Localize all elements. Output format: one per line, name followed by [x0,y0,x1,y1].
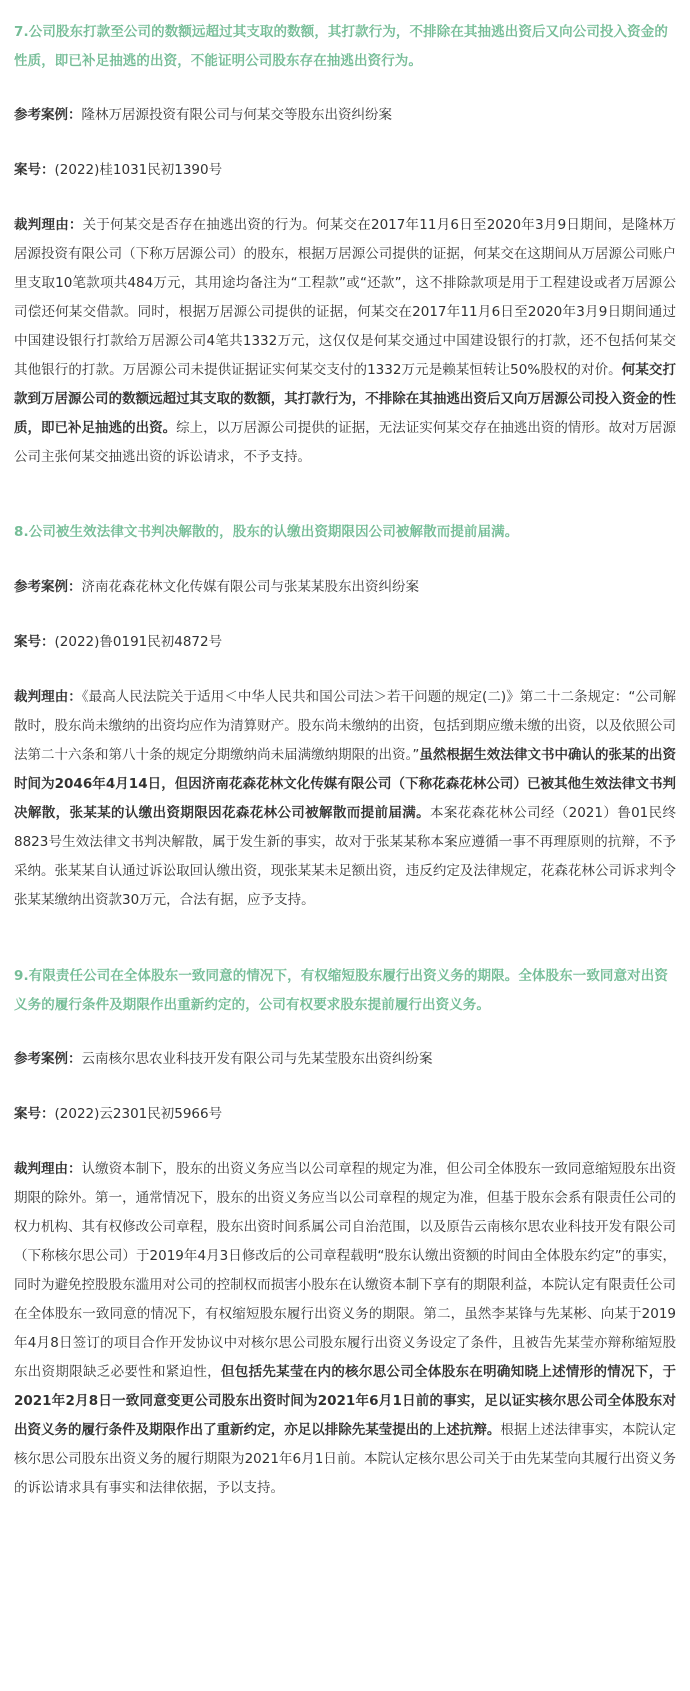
reference-case-value: 云南核尔思农业科技开发有限公司与先某莹股东出资纠纷案 [81,1051,433,1067]
section-8-judgment-reason [14,683,676,915]
section-8-reference-case [14,573,676,602]
reference-case-label: 参考案例： [14,107,82,123]
section-9-heading: 9.有限责任公司在全体股东一致同意的情况下，有权缩短股东履行出资义务的期限。全体股东一致同意对出资义务的履行条件及期限作出重新约定的，公司有权要求股东提前履行出资义务。 [14,968,668,1013]
section-9-reference-case [14,1045,676,1074]
judgment-reason-text: 关于何某交是否存在抽逃出资的行为。何某交在2017年11月6日至2020年3月9日期间，是隆林万居源投资有限公司（下称万居源公司）的股东，根据万居源公司提供的证据，何某交在这期间从万居源公司账户里支取10笔款项共484万元，其用途均备注为“工程款”或“还款”，这不排除款项是用于工程建设或者万居源公司偿还何某交借款。同时，根据万居源公司提供的证据，何某交在2017年11月6日至2020年3月9日期间通过中国建设银行打款给万居源公司4笔共1332万元，这仅仅是何某交通过中国建设银行的打款，还不包括何某交其他银行的打款。万居源公司未提供证据证实何某交支付的1332万元是赖某恒转让50%股权的对价。 [14,217,676,378]
section-8-case-number [14,628,676,657]
reference-case-value: 隆林万居源投资有限公司与何某交等股东出资纠纷案 [81,107,392,123]
section-9-case-number [14,1100,676,1129]
reference-case-value: 济南花森花林文化传媒有限公司与张某某股东出资纠纷案 [81,579,419,595]
section-9-judgment-reason [14,1155,676,1503]
case-number-label: 案号： [14,1106,55,1122]
reference-case-label: 参考案例： [14,1051,82,1067]
judgment-reason-emphasis: 虽然根据生效法律文书中确认的张某的出资时间为2046年4月14日，但因济南花森花林文化传媒有限公司（下称花森花林公司）已被其他生效法律文书判决解散，张某某的认缴出资期限因花森花林公司被解散而提前届满。 [14,747,677,821]
section-7-reference-case [14,101,676,130]
section-7-judgment-reason [14,211,676,472]
section-7-case-number [14,156,676,185]
judgment-reason-emphasis: 但包括先某莹在内的核尔思公司全体股东在明确知晓上述情形的情况下，于2021年2月8日一致同意变更公司股东出资时间为2021年6月1日前的事实，足以证实核尔思公司全体股东对出资义务的履行条件及期限作出了重新约定，亦足以排除先某莹提出的上述抗辩。 [14,1364,676,1438]
case-number-value: (2022)鲁0191民初4872号 [54,634,223,650]
judgment-reason-text: 《最高人民法院关于适用＜中华人民共和国公司法＞若干问题的规定(二)》第二十二条规定：“公司解散时，股东尚未缴纳的出资均应作为清算财产。股东尚未缴纳的出资，包括到期应缴未缴的出资，以及依照公司法第二十六条和第八十条的规定分期缴纳尚未届满缴纳期限的出资。” [14,689,677,763]
judgment-reason-label: 裁判理由： [14,1161,82,1177]
judgment-reason-text: 认缴资本制下，股东的出资义务应当以公司章程的规定为准，但公司全体股东一致同意缩短股东出资期限的除外。第一，通常情况下，股东的出资义务应当以公司章程的规定为准，但基于股东会系有限责任公司的权力机构、其有权修改公司章程，股东出资时间系属公司自治范围，以及原告云南核尔思农业科技开发有限公司（下称核尔思公司）于2019年4月3日修改后的公司章程载明“股东认缴出资额的时间由全体股东约定”的事实，同时为避免控股股东滥用对公司的控制权而损害小股东在认缴资本制下享有的期限利益，本院认定有限责任公司在全体股东一致同意的情况下，有权缩短股东履行出资义务的期限。第二，虽然李某锋与先某彬、向某于2019年4月8日签订的项目合作开发协议中对核尔思公司股东履行出资义务设定了条件，且被告先某莹亦辩称缩短股东出资期限缺乏必要性和紧迫性， [14,1161,677,1380]
judgment-reason-conclusion: 根据上述法律事实，本院认定核尔思公司股东出资义务的履行期限为2021年6月1日前。本院认定核尔思公司关于由先某莹向其履行出资义务的诉讼请求具有事实和法律依据，予以支持。 [14,1422,676,1496]
judgment-reason-label: 裁判理由： [14,689,82,705]
judgment-reason-label: 裁判理由： [14,217,83,233]
reference-case-label: 参考案例： [14,579,82,595]
case-number-value: (2022)云2301民初5966号 [54,1106,223,1122]
case-number-label: 案号： [14,162,55,178]
case-number-label: 案号： [14,634,55,650]
judgment-reason-emphasis: 何某交打款到万居源公司的数额远超过其支取的数额，其打款行为，不排除在其抽逃出资后又向万居源公司投入资金的性质，即已补足抽逃的出资。 [14,362,676,436]
judgment-reason-conclusion: 本案花森花林公司经（2021）鲁01民终8823号生效法律文书判决解散，属于发生新的事实，故对于张某某称本案应遵循一事不再理原则的抗辩，不予采纳。张某某自认通过诉讼取回认缴出资，现张某某未足额出资，违反约定及法律规定，花森花林公司诉求判令张某某缴纳出资款30万元，合法有据，应予支持。 [14,805,676,908]
case-number-value: (2022)桂1031民初1390号 [54,162,223,178]
section-8-heading: 8.公司被生效法律文书判决解散的，股东的认缴出资期限因公司被解散而提前届满。 [14,524,519,540]
section-7-heading: 7.公司股东打款至公司的数额远超过其支取的数额，其打款行为，不排除在其抽逃出资后又向公司投入资金的性质，即已补足抽逃的出资，不能证明公司股东存在抽逃出资行为。 [14,24,668,69]
judgment-reason-conclusion: 综上，以万居源公司提供的证据，无法证实何某交存在抽逃出资的情形。故对万居源公司主张何某交抽逃出资的诉讼请求，不予支持。 [14,420,676,465]
